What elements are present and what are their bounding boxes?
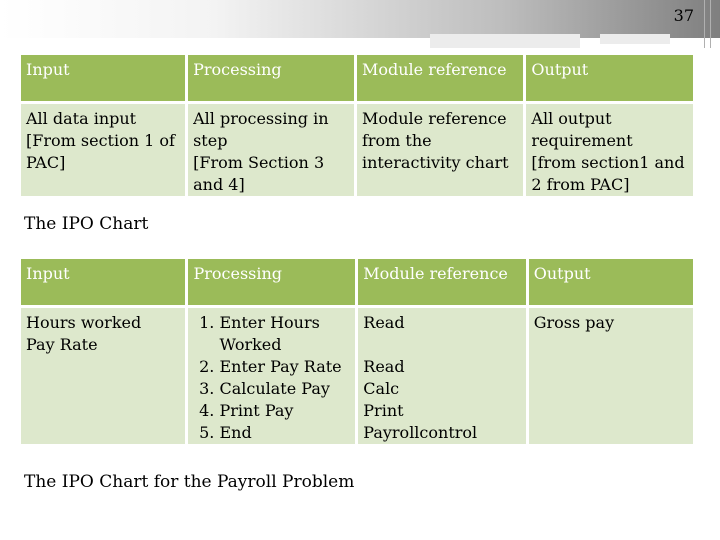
table-header-row bbox=[21, 259, 693, 305]
header-decoration bbox=[600, 34, 670, 44]
cell-input: All data input [From section 1 of PAC] bbox=[21, 104, 185, 196]
page-number: 37 bbox=[673, 6, 694, 25]
cell-processing: All processing in step [From Section 3 and 4] bbox=[188, 104, 354, 196]
cell-module-reference: Read Read Calc Print Payrollcontrol bbox=[358, 308, 525, 444]
header-module-reference: Module reference bbox=[357, 55, 523, 101]
table-header-row bbox=[21, 55, 693, 101]
cell-module-reference: Module reference from the interactivity chart bbox=[357, 104, 523, 196]
table-row bbox=[21, 308, 693, 444]
cell-output: All output requirement [from section1 and 2 from PAC] bbox=[526, 104, 693, 196]
header-processing: Processing bbox=[188, 55, 354, 101]
cell-output: Gross pay bbox=[529, 308, 693, 444]
header-rule bbox=[710, 0, 711, 48]
cell-processing bbox=[188, 308, 355, 444]
ipo-chart-template-table bbox=[18, 52, 696, 199]
cell-input: Hours worked Pay Rate bbox=[21, 308, 185, 444]
table-caption: The IPO Chart bbox=[24, 214, 149, 234]
header-input: Input bbox=[21, 259, 185, 305]
table-caption: The IPO Chart for the Payroll Problem bbox=[24, 472, 355, 492]
header-module-reference: Module reference bbox=[358, 259, 525, 305]
header-decoration bbox=[430, 34, 580, 48]
processing-steps-list bbox=[193, 312, 350, 444]
header-input: Input bbox=[21, 55, 185, 101]
list-item: 2. Enter Pay Rate bbox=[219, 356, 350, 378]
header-rule bbox=[704, 0, 705, 48]
list-item: 4. Print Pay bbox=[219, 400, 350, 422]
table-row bbox=[21, 104, 693, 196]
payroll-ipo-chart-table bbox=[18, 256, 696, 447]
header-output: Output bbox=[529, 259, 693, 305]
header-processing: Processing bbox=[188, 259, 355, 305]
header-output: Output bbox=[526, 55, 693, 101]
slide-header-bar bbox=[0, 0, 720, 38]
list-item: 3. Calculate Pay bbox=[219, 378, 350, 400]
list-item: 1. Enter Hours Worked bbox=[219, 312, 350, 356]
list-item: 5. End bbox=[219, 422, 350, 444]
